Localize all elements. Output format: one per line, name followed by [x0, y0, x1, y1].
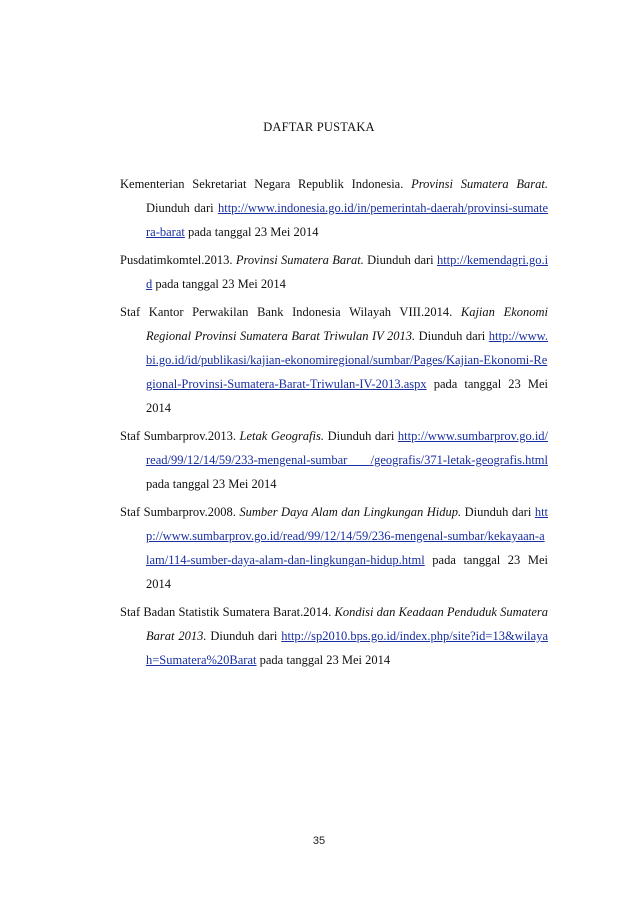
reference-entry	[120, 424, 548, 496]
reference-date: pada tanggal 23 Mei 2014	[146, 377, 549, 415]
reference-link[interactable]: http://www.sumbarprov.go.id/read/99/12/14/59/236-mengenal-sumbar/kekayaan-alam/114-sumber-daya-alam-dan-lingkungan-hidup.html	[146, 505, 549, 567]
reference-author: Kementerian Sekretariat Negara Republik Indonesia.	[120, 177, 404, 191]
reference-link[interactable]: http://kemendagri.go.id	[146, 253, 549, 291]
page-title: DAFTAR PUSTAKA	[263, 120, 375, 134]
reference-link[interactable]: http://www.indonesia.go.id/in/pemerintah-daerah/provinsi-sumatera-barat	[146, 201, 548, 239]
reference-date: pada tanggal 23 Mei 2014	[146, 477, 277, 491]
reference-download-label: Diunduh dari	[210, 629, 278, 643]
reference-download-label: Diunduh dari	[146, 201, 214, 215]
reference-title: Provinsi Sumatera Barat.	[411, 177, 549, 191]
reference-title: Kajian Ekonomi Regional Provinsi Sumatera Barat Triwulan IV 2013.	[146, 305, 549, 343]
reference-link[interactable]: http://www.bi.go.id/id/publikasi/kajian-ekonomiregional/sumbar/Pages/Kajian-Ekonomi-Regional-Provinsi-Sumatera-Barat-Triwulan-IV-2013.aspx	[146, 329, 549, 391]
reference-download-label: Diunduh dari	[327, 429, 395, 443]
reference-title: Kondisi dan Keadaan Penduduk Sumatera Barat 2013.	[146, 605, 548, 643]
reference-entry	[120, 500, 548, 596]
reference-link[interactable]: http://sp2010.bps.go.id/index.php/site?id=13&wilayah=Sumatera%20Barat	[146, 629, 548, 667]
reference-title: Letak Geografis.	[239, 429, 324, 443]
reference-title: Provinsi Sumatera Barat.	[235, 253, 364, 267]
reference-date: pada tanggal 23 Mei 2014	[155, 277, 286, 291]
reference-list	[120, 172, 548, 676]
reference-author: Pusdatimkomtel.2013.	[120, 253, 233, 267]
reference-author: Staf Sumbarprov.2013.	[120, 429, 236, 443]
reference-download-label: Diunduh dari	[418, 329, 486, 343]
reference-download-label: Diunduh dari	[367, 253, 434, 267]
reference-download-label: Diunduh dari	[464, 505, 532, 519]
reference-author: Staf Sumbarprov.2008.	[120, 505, 236, 519]
reference-entry	[120, 248, 548, 296]
page-number: 35	[312, 835, 326, 847]
reference-date: pada tanggal 23 Mei 2014	[259, 653, 391, 667]
reference-date: pada tanggal 23 Mei 2014	[187, 225, 319, 239]
reference-entry	[120, 600, 548, 672]
reference-author: Staf Badan Statistik Sumatera Barat.2014.	[120, 605, 332, 619]
reference-author: Staf Kantor Perwakilan Bank Indonesia Wilayah VIII.2014.	[120, 305, 453, 319]
reference-link[interactable]: http://www.sumbarprov.go.id/read/99/12/14/59/233-mengenal-sumbar /geografis/371-letak-geografis.html	[146, 429, 549, 467]
reference-entry	[120, 300, 548, 420]
reference-entry	[120, 172, 548, 244]
reference-title: Sumber Daya Alam dan Lingkungan Hidup.	[239, 505, 462, 519]
reference-date: pada tanggal 23 Mei 2014	[146, 553, 548, 591]
